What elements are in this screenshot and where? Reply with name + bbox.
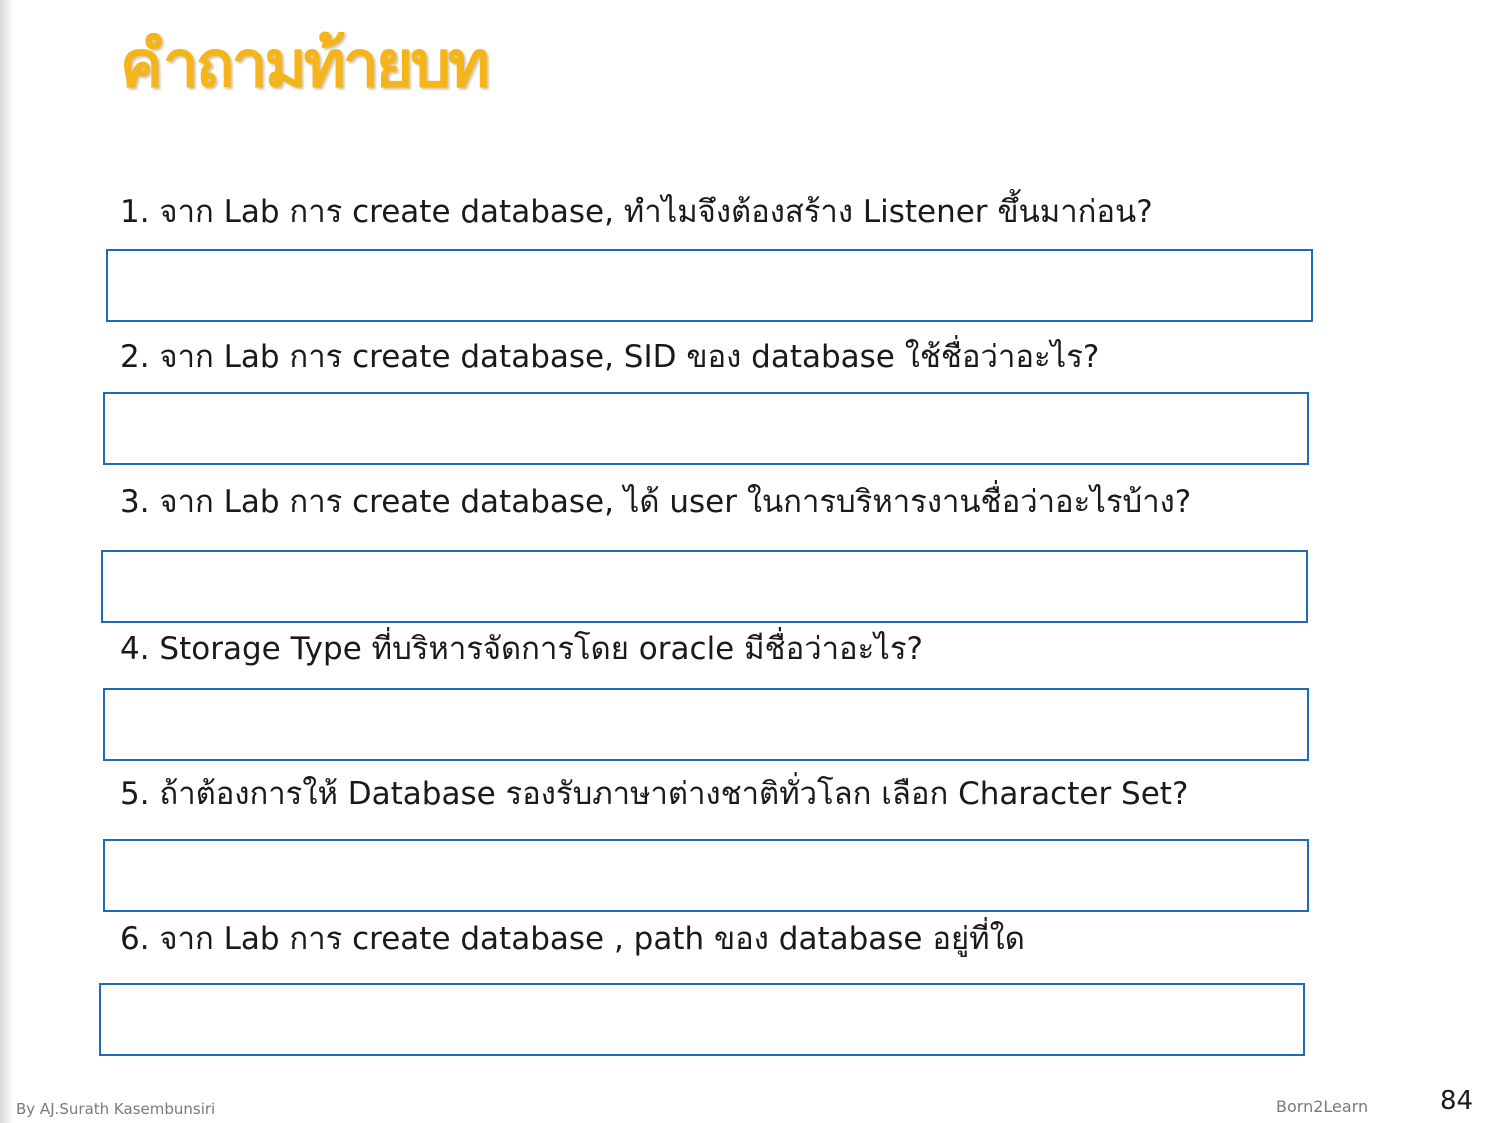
slide-left-shadow [0, 0, 14, 1123]
question-6: 6. จาก Lab การ create database , path ของ database อยู่ที่ใด [120, 921, 1025, 957]
answer-box-6[interactable] [99, 983, 1305, 1056]
answer-box-5[interactable] [103, 839, 1309, 912]
question-2: 2. จาก Lab การ create database, SID ของ database ใช้ชื่อว่าอะไร? [120, 339, 1100, 375]
answer-box-4[interactable] [103, 688, 1309, 761]
question-5: 5. ถ้าต้องการให้ Database รองรับภาษาต่างชาติทั่วโลก เลือก Character Set? [120, 776, 1189, 812]
answer-box-2[interactable] [103, 392, 1309, 465]
question-3: 3. จาก Lab การ create database, ได้ user ในการบริหารงานชื่อว่าอะไรบ้าง? [120, 484, 1192, 520]
slide-title: คำถามท้ายบท [120, 28, 488, 102]
answer-box-3[interactable] [101, 550, 1308, 623]
answer-box-1[interactable] [106, 249, 1313, 322]
footer-brand: Born2Learn [1276, 1097, 1369, 1116]
footer-author: By AJ.Surath Kasembunsiri [16, 1100, 216, 1118]
question-4: 4. Storage Type ที่บริหารจัดการโดย oracle มีชื่อว่าอะไร? [120, 631, 923, 667]
question-1: 1. จาก Lab การ create database, ทำไมจึงต้องสร้าง Listener ขึ้นมาก่อน? [120, 194, 1153, 230]
page-number: 84 [1440, 1086, 1474, 1116]
